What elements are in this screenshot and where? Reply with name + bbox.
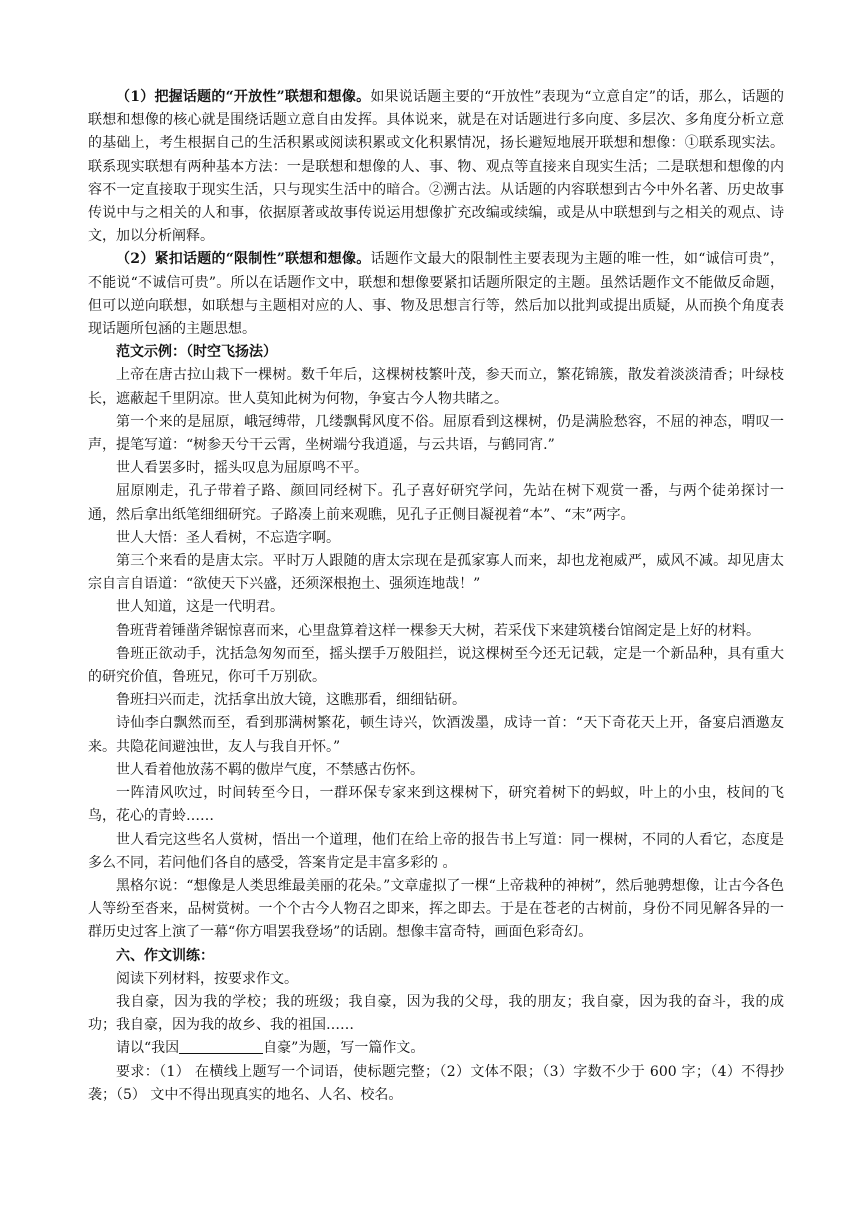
section-1-paragraph (88, 86, 784, 248)
example-paragraph: 世人知道，这是一代明君。 (116, 599, 284, 616)
training-material: 我自豪，因为我的学校；我的班级；我自豪，因为我的父母，我的朋友；我自豪，因为我的奋斗，我的成功；我自豪，因为我的故乡、我的祖国…… (88, 993, 784, 1034)
training-requirements: 要求：（1） 在横线上题写一个词语，使标题完整；（2）文体不限；（3）字数不少于 600 字；（4）不得抄袭；（5） 文中不得出现真实的地名、人名、校名。 (88, 1063, 784, 1103)
section-6-heading: 六、作文训练： (116, 947, 214, 964)
example-paragraph: 世人看完这些名人赏树，悟出一个道理，他们在给上帝的报告书上写道：同一棵树，不同的人看它，态度是多么不同，若问他们各自的感受，答案肯定是丰富多彩的 。 (88, 831, 784, 871)
prompt-after: 自豪”为题，写一篇作文。 (263, 1040, 425, 1057)
training-instruction: 阅读下列材料，按要求作文。 (116, 970, 298, 987)
example-paragraph: 鲁班背着锤凿斧锯惊喜而来，心里盘算着这样一棵参天大树，若采伐下来建筑楼台馆阁定是上好的材料。 (116, 622, 760, 639)
section-1-lead: （1）把握话题的“开放性”联想和想像。 (116, 89, 371, 105)
example-heading: 范文示例：（时空飞扬法） (116, 344, 277, 361)
example-paragraph: 一阵清风吹过，时间转至今日，一群环保专家来到这棵树下，研究着树下的蚂蚁，叶上的小虫，枝间的飞鸟，花心的青蛉…… (88, 785, 784, 825)
training-prompt (88, 1037, 784, 1060)
example-paragraph: 诗仙李白飘然而至，看到那满树繁花，顿生诗兴，饮酒泼墨，成诗一首：“天下奇花天上开，备宴启酒邀友来。共隐花间避浊世，友人与我自开怀。” (88, 715, 784, 755)
prompt-before: 请以“我因 (116, 1040, 180, 1057)
example-paragraph: 屈原刚走，孔子带着子路、颜回同经树下。孔子喜好研究学问，先站在树下观赏一番，与两个徒弟探讨一通，然后拿出纸笔细细研究。子路凑上前来观瞧，见孔子正侧目凝视着“本”、“末”两字。 (88, 483, 784, 523)
document-page (88, 86, 784, 1107)
example-paragraph: 鲁班正欲动手，沈括急匆匆而至，摇头摆手万般阻拦，说这棵树至今还无记载，定是一个新品种，具有重大的研究价值，鲁班兄，你可千万别砍。 (88, 645, 784, 686)
example-paragraph: 第一个来的是屈原，峨冠缚带，几缕飘髯风度不俗。屈原看到这棵树，仍是满脸愁容，不屈的神态，喟叹一声，提笔写道：“树参天兮干云霄，坐树端兮我逍遥，与云共语，与鹤同宵.” (88, 413, 784, 454)
example-paragraph: 第三个来看的是唐太宗。平时万人跟随的唐太宗现在是孤家寡人而来，却也龙袍威严，威风不减。却见唐太宗自言自语道：“欲使天下兴盛，还须深根抱土、强须连地哉！” (88, 553, 784, 593)
example-paragraph: 上帝在唐古拉山栽下一棵树。数千年后，这棵树枝繁叶茂，参天而立，繁花锦簇，散发着淡淡清香；叶绿枝长，遮蔽起千里阴凉。世人莫知此树为何物，争宴古今人物共睹之。 (88, 367, 784, 407)
section-2-paragraph (88, 248, 784, 341)
section-2-body: 话题作文最大的限制性主要表现为主题的唯一性，如“诚信可贵”，不能说“不诚信可贵”。所以在话题作文中，联想和想像要紧扣话题所限定的主题。虽然话题作文不能做反命题，但可以逆向联想，如联想与主题相对应的人、事、物及思想言行等，然后加以批判或提出质疑，从而换个角度表现话题所包涵的主题思想。 (88, 251, 784, 338)
example-paragraph: 黑格尔说：“想像是人类思维最美丽的花朵。”文章虚拟了一棵“上帝栽种的神树”，然后驰骋想像，让古今各色人等纷至沓来，品树赏树。一个个古今人物召之即来，挥之即去。于是在苍老的古树前，身份不同见解各异的一群历史过客上演了一幕“你方唱罢我登场”的话剧。想像丰富奇特，画面色彩奇幻。 (88, 877, 784, 941)
example-paragraph: 世人大悟：圣人看树，不忘造字啊。 (116, 529, 340, 546)
example-paragraph: 鲁班扫兴而走，沈括拿出放大镜，这瞧那看，细细钻研。 (116, 692, 466, 709)
section-2-lead: （2）紧扣话题的“限制性”联想和想像。 (116, 251, 371, 268)
section-1-body: 如果说话题主要的“开放性”表现为“立意自定”的话，那么，话题的联想和想像的核心就是围绕话题立意自由发挥。具体说来，就是在对话题进行多向度、多层次、多角度分析立意的基础上，考生根据自己的生活积累或阅读积累或文化积累情况，扬长避短地展开联想和想像：①联系现实法。联系现实联想有两种基本方法：一是联想和想像的人、事、物、观点等直接来自现实生活；二是联想和想像的内容不一定直接取于现实生活，只与现实生活中的暗合。②溯古法。从话题的内容联想到古今中外名著、历史故事传说中与之相关的人和事，依据原著或故事传说运用想像扩充改编或续编，或是从中联想到与之相关的观点、诗文，加以分析阐释。 (88, 89, 784, 245)
example-paragraph: 世人看着他放荡不羁的傲岸气度，不禁感古伤怀。 (116, 761, 424, 778)
title-blank-line (179, 1039, 263, 1054)
example-paragraph: 世人看罢多时，摇头叹息为屈原鸣不平。 (116, 460, 368, 477)
